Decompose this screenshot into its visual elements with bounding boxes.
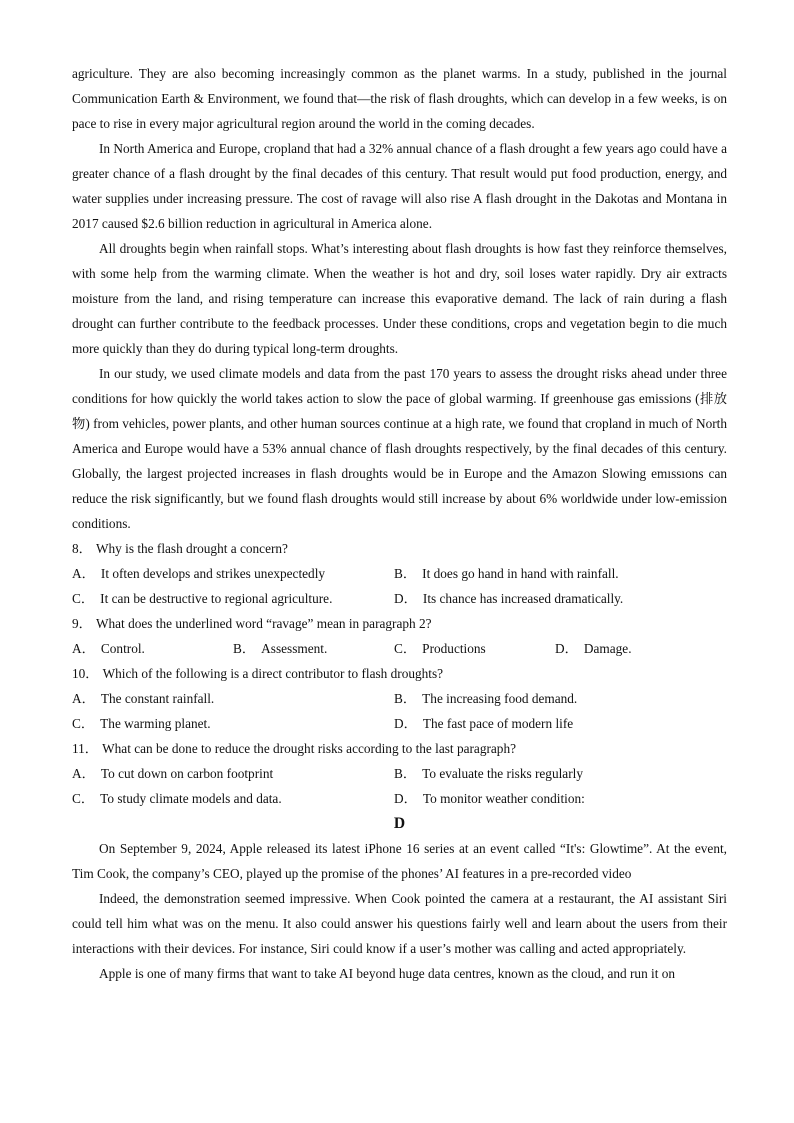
question-9 — [72, 611, 727, 661]
option-b[interactable] — [394, 686, 727, 711]
option-text: The fast pace of modern life — [422, 716, 574, 731]
option-b[interactable] — [233, 636, 394, 661]
question-9-stem — [72, 611, 727, 636]
option-text: To evaluate the risks regularly — [422, 766, 583, 781]
option-text: Assessment. — [261, 641, 328, 656]
option-b[interactable] — [394, 761, 727, 786]
option-letter: D． — [394, 716, 417, 731]
question-11-stem — [72, 736, 727, 761]
option-letter: A． — [72, 766, 95, 781]
exam-page — [72, 61, 727, 986]
option-letter: B． — [233, 641, 256, 656]
option-letter: C． — [394, 641, 417, 656]
passage-c-paragraph-4: In our study, we used climate models and data from the past 170 years to assess the drought risks ahead under three conditions for how quickly the world takes action to slow the pace of global warming. If greenhouse gas emissions (排放物) from vehicles, power plants, and other human sources continue at a high rate, we found that cropland in much of North America and Europe would have a 53% annual chance of flash droughts respectively, by the final decades of this century. Globally, the largest projected increases in flash droughts would be in Europe and the Amazon Slowing emıssıons can reduce the risk significantly, but we found flash droughts would still increase by about 6% worldwide under low-emission conditions. — [72, 366, 727, 531]
option-text: The increasing food demand. — [422, 691, 578, 706]
option-d[interactable] — [394, 586, 727, 611]
question-11 — [72, 736, 727, 811]
passage-d-paragraph-2: Indeed, the demonstration seemed impressive. When Cook pointed the camera at a restaurant, the AI assistant Siri could tell him what was on the menu. It also could answer his questions fairly well and learn about the users from their interactions with their devices. For instance, Siri could know if a user’s mother was calling and acted appropriately. — [72, 891, 727, 956]
passage-c-paragraph-1: agriculture. They are also becoming increasingly common as the planet warms. In a study, published in the journal Communication Earth & Environment, we found that—the risk of flash droughts, which can develop in a few weeks, is on pace to rise in every major agricultural region around the world in the coming decades. — [72, 66, 727, 131]
option-c[interactable] — [72, 586, 394, 611]
option-text: Control. — [100, 641, 145, 656]
passage-d-paragraph-3: Apple is one of many firms that want to take AI beyond huge data centres, known as the cloud, and run it on — [99, 966, 676, 981]
option-a[interactable] — [72, 761, 394, 786]
option-text: The constant rainfall. — [100, 691, 215, 706]
option-letter: B． — [394, 566, 417, 581]
question-8-stem — [72, 536, 727, 561]
option-b[interactable] — [394, 561, 727, 586]
option-letter: B． — [394, 691, 417, 706]
question-text: Which of the following is a direct contributor to flash droughts? — [102, 666, 444, 681]
option-c[interactable] — [72, 711, 394, 736]
passage-d — [72, 811, 727, 986]
option-text: To cut down on carbon footprint — [100, 766, 274, 781]
question-text: What does the underlined word “ravage” mean in paragraph 2? — [95, 616, 432, 631]
question-8 — [72, 536, 727, 611]
option-letter: C． — [72, 791, 95, 806]
option-letter: C． — [72, 591, 95, 606]
question-9-options — [72, 636, 727, 661]
question-11-options — [72, 761, 727, 811]
option-letter: B． — [394, 766, 417, 781]
question-number: 10． — [72, 666, 99, 681]
option-text: It can be destructive to regional agriculture. — [100, 591, 333, 606]
option-c[interactable] — [72, 786, 394, 811]
question-10 — [72, 661, 727, 736]
option-a[interactable] — [72, 561, 394, 586]
option-text: Productions — [422, 641, 486, 656]
option-letter: D． — [394, 791, 417, 806]
option-text: Its chance has increased dramatically. — [422, 591, 624, 606]
question-8-options — [72, 561, 727, 611]
option-letter: A． — [72, 566, 95, 581]
option-text: To monitor weather condition: — [422, 791, 585, 806]
passage-d-paragraph-1: On September 9, 2024, Apple released its latest iPhone 16 series at an event called “It's: Glowtime”. At the event, Tim Cook, the company’s CEO, played up the promise of the phones’ AI features in a pre-recorded video — [72, 841, 727, 881]
option-d[interactable] — [555, 636, 727, 661]
question-10-stem — [72, 661, 727, 686]
option-text: It often develops and strikes unexpectedly — [100, 566, 326, 581]
option-text: Damage. — [583, 641, 632, 656]
option-text: The warming planet. — [100, 716, 211, 731]
question-text: Why is the flash drought a concern? — [95, 541, 288, 556]
option-a[interactable] — [72, 636, 233, 661]
question-number: 11． — [72, 741, 99, 756]
passage-c — [72, 61, 727, 536]
option-letter: D． — [555, 641, 578, 656]
option-letter: C． — [72, 716, 95, 731]
question-number: 8． — [72, 541, 92, 556]
option-letter: D． — [394, 591, 417, 606]
section-heading: D — [393, 815, 406, 832]
option-letter: A． — [72, 691, 95, 706]
option-c[interactable] — [394, 636, 555, 661]
option-text: To study climate models and data. — [100, 791, 282, 806]
option-text: It does go hand in hand with rainfall. — [422, 566, 619, 581]
option-d[interactable] — [394, 786, 727, 811]
passage-c-paragraph-3: All droughts begin when rainfall stops. What’s interesting about flash droughts is how fast they reinforce themselves, with some help from the warming climate. When the weather is hot and dry, soil loses water rapidly. Dry air extracts moisture from the land, and rising temperature can increase this evaporative demand. The lack of rain during a flash drought can further contribute to the feedback processes. Under these conditions, crops and vegetation begin to die much more quickly than they do during typical long-term droughts. — [72, 241, 727, 356]
question-10-options — [72, 686, 727, 736]
question-text: What can be done to reduce the drought risks according to the last paragraph? — [102, 741, 517, 756]
option-letter: A． — [72, 641, 95, 656]
option-d[interactable] — [394, 711, 727, 736]
passage-c-paragraph-2: In North America and Europe, cropland that had a 32% annual chance of a flash drought a few years ago could have a greater chance of a flash drought by the final decades of this century. That result would put food production, energy, and water supplies under increasing pressure. The cost of ravage will also rise A flash drought in the Dakotas and Montana in 2017 caused $2.6 billion reduction in agricultural in America alone. — [72, 141, 727, 231]
question-number: 9． — [72, 616, 92, 631]
option-a[interactable] — [72, 686, 394, 711]
